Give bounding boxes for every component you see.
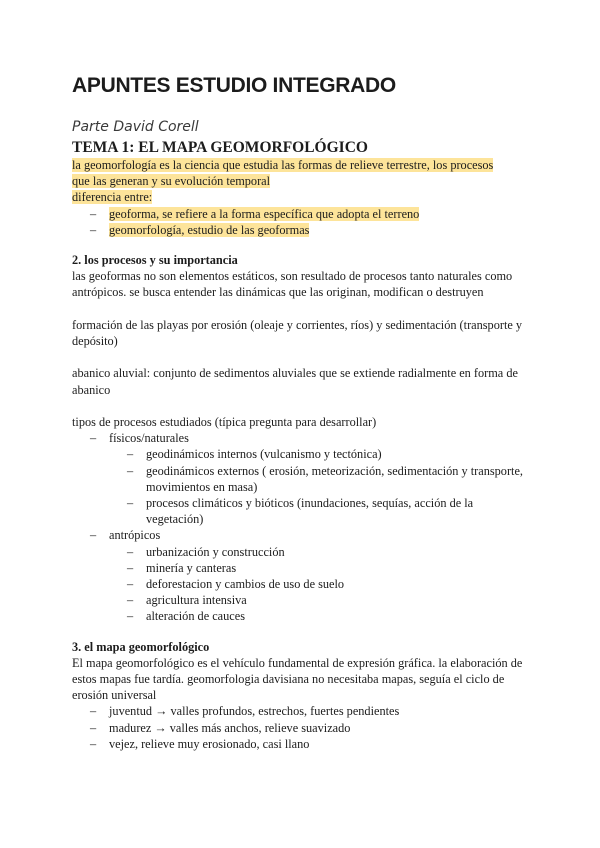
group-label: antrópicos (109, 528, 161, 543)
intro-line-2: que las generan y su evolución temporal (72, 174, 271, 189)
section-2-heading: 2. los procesos y su importancia (72, 253, 238, 268)
group-label: físicos/naturales (109, 431, 189, 446)
intro-line-1: la geomorfología es la ciencia que estudia las formas de relieve terrestre, los procesos (72, 158, 494, 172)
list-item (72, 222, 530, 238)
process-types-list (72, 430, 530, 446)
document-subtitle: Parte David Corell (72, 119, 199, 135)
intro-list (72, 206, 530, 238)
list-item: – geodinámicos externos ( erosión, meteorización, sedimentación y transporte, movimientos en masa) (72, 463, 530, 495)
antropicos-sublist (72, 544, 530, 625)
section-2-para-1: las geoformas no son elementos estáticos, son resultado de procesos tanto naturales como antrópicos. se busca entender las dinámicas que las originan, modifican o destruyen (72, 269, 513, 300)
list-item: – minería y canteras (72, 560, 530, 576)
list-item-text: geoforma, se refiere a la forma específica que adopta el terreno (109, 206, 420, 221)
section-2-para-4: tipos de procesos estudiados (típica pregunta para desarrollar) (72, 415, 377, 429)
list-item (72, 206, 530, 222)
process-types-list-2 (72, 527, 530, 543)
list-item: – vejez, relieve muy erosionado, casi llano (72, 736, 530, 752)
intro-block (72, 157, 530, 238)
fisicos-sublist (72, 446, 530, 527)
list-item: – geodinámicos internos (vulcanismo y tectónica) (72, 446, 530, 462)
list-item: – juventud → valles profundos, estrechos, fuertes pendientes (72, 703, 530, 719)
erosion-cycle-list (72, 703, 530, 752)
list-item: – agricultura intensiva (72, 592, 530, 608)
list-item: – madurez → valles más anchos, relieve suavizado (72, 720, 530, 736)
section-3-para-1: El mapa geomorfológico es el vehículo fundamental de expresión gráfica. la elaboración de estos mapas fue tardía. geomorfologia davisiana no necesitaba mapas, seguía el ciclo de erosión universal (72, 655, 523, 703)
list-item-text: geomorfología, estudio de las geoformas (109, 222, 310, 237)
list-item-antropicos (72, 527, 530, 543)
list-item: – urbanización y construcción (72, 544, 530, 560)
list-item: – alteración de cauces (72, 608, 530, 624)
tema-heading: TEMA 1: EL MAPA GEOMORFOLÓGICO (72, 139, 368, 156)
list-item: – procesos climáticos y bióticos (inundaciones, sequías, acción de la vegetación) (72, 495, 530, 527)
intro-diff: diferencia entre: (72, 190, 153, 205)
list-item-fisicos (72, 430, 530, 446)
list-item: – deforestacion y cambios de uso de suelo (72, 576, 530, 592)
section-3-heading: 3. el mapa geomorfológico (72, 639, 210, 654)
section-2-para-3: abanico aluvial: conjunto de sedimentos aluviales que se extiende radialmente en forma de abanico (72, 366, 518, 397)
section-2-para-2: formación de las playas por erosión (oleaje y corrientes, ríos) y sedimentación (transporte y depósito) (72, 317, 523, 349)
document-title: APUNTES ESTUDIO INTEGRADO (72, 74, 396, 97)
